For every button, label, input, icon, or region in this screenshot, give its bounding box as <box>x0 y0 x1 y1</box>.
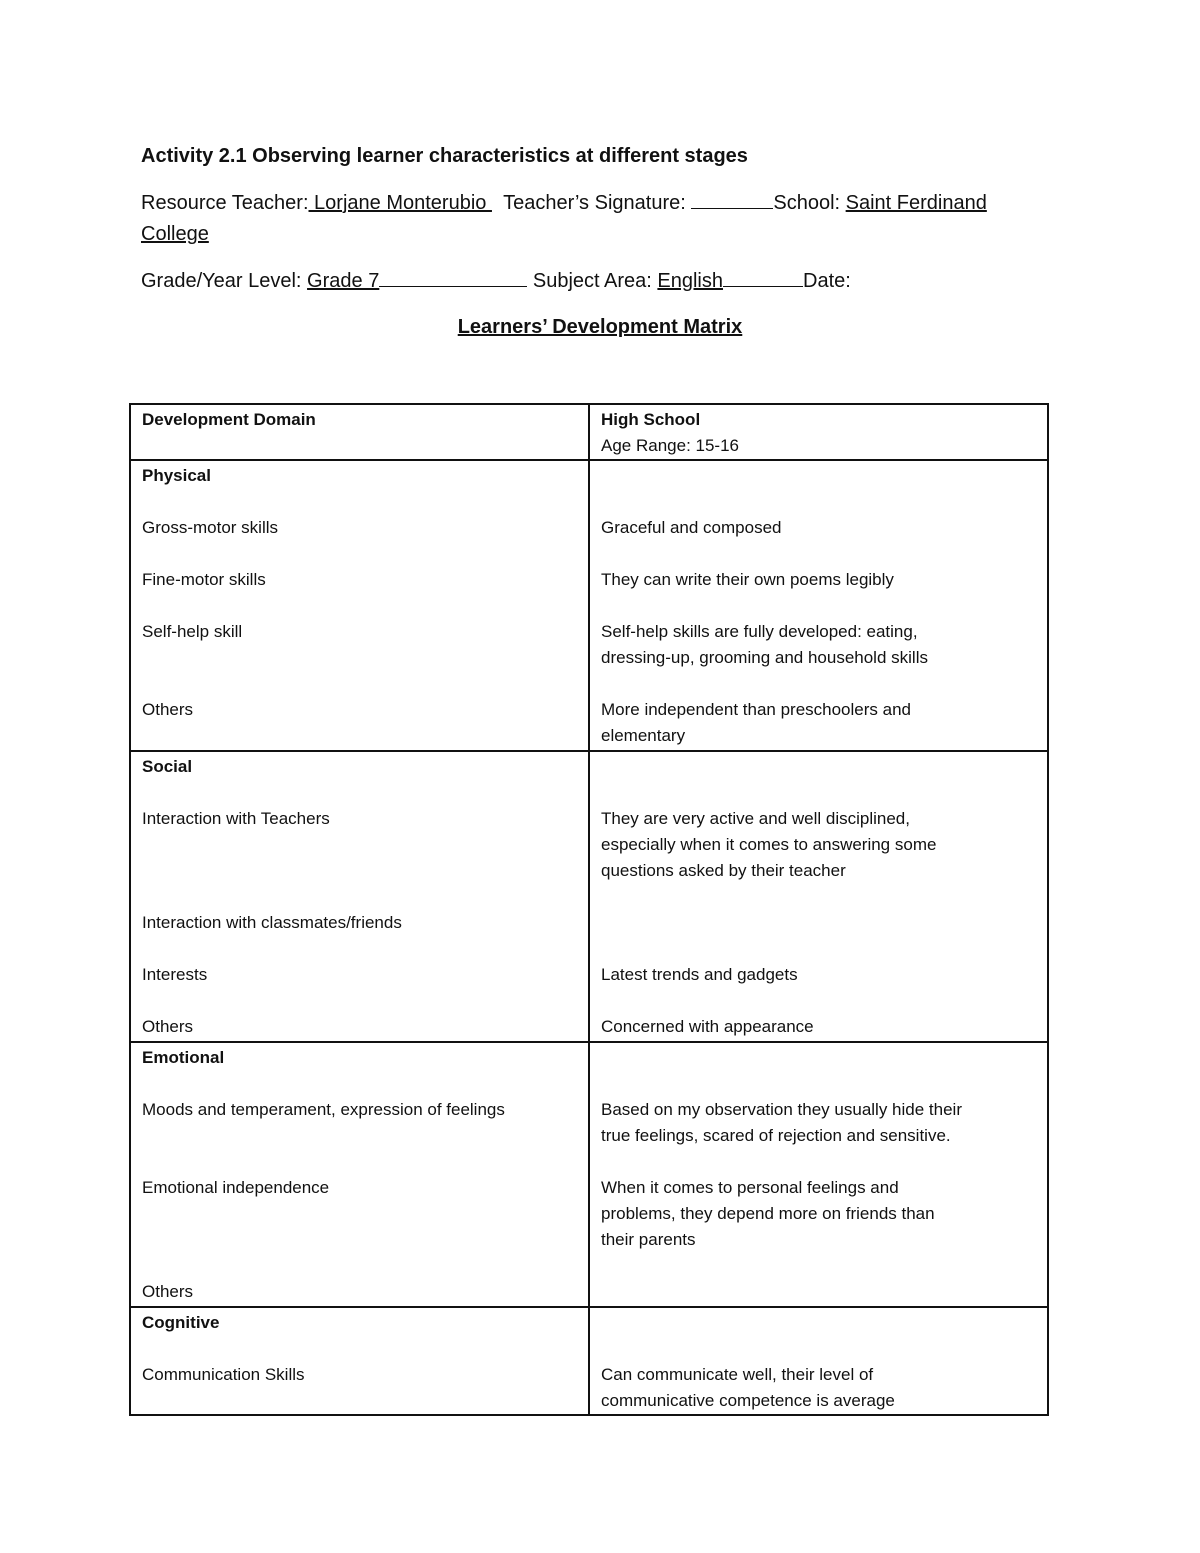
date-label: Date: <box>803 270 851 292</box>
interaction-teachers-value-line2: especially when it comes to answering some <box>601 835 937 854</box>
fine-motor-label: Fine-motor skills <box>142 570 266 589</box>
social-others-value: Concerned with appearance <box>601 1017 814 1036</box>
grade-blank <box>379 268 527 287</box>
interests-label: Interests <box>142 965 208 984</box>
moods-label: Moods and temperament, expression of feelings <box>142 1100 505 1119</box>
signature-blank <box>691 190 773 209</box>
physical-value-cell <box>589 460 1048 751</box>
development-matrix-table <box>129 403 1049 1416</box>
matrix-title: Learners’ Development Matrix <box>457 316 743 338</box>
cognitive-row <box>130 1307 1048 1415</box>
teacher-school-line <box>141 188 987 218</box>
resource-teacher-label: Resource Teacher: <box>141 192 309 214</box>
table-header-row <box>130 404 1048 460</box>
social-others-label: Others <box>142 1017 194 1036</box>
moods-value-line1: Based on my observation they usually hide their <box>601 1100 962 1119</box>
header-cell-level <box>589 404 1048 460</box>
col2-header: High School <box>601 410 701 429</box>
emotional-independence-value-line3: their parents <box>601 1230 696 1249</box>
emotional-independence-value-line1: When it comes to personal feelings and <box>601 1178 899 1197</box>
gross-motor-label: Gross-motor skills <box>142 518 279 537</box>
cognitive-value-cell <box>589 1307 1048 1415</box>
grade-value: Grade 7 <box>307 270 380 292</box>
emotional-row <box>130 1042 1048 1307</box>
cognitive-domain-cell <box>130 1307 589 1415</box>
cognitive-domain-label: Cognitive <box>142 1313 220 1332</box>
communication-skills-label: Communication Skills <box>142 1365 305 1384</box>
resource-teacher-value: Lorjane Monterubio <box>308 192 492 214</box>
emotional-domain-label: Emotional <box>142 1048 225 1067</box>
header-cell-domain <box>130 404 589 460</box>
emotional-value-cell <box>589 1042 1048 1307</box>
physical-row <box>130 460 1048 751</box>
school-label: School: <box>773 192 841 214</box>
emotional-others-label: Others <box>142 1282 194 1301</box>
subject-label: Subject Area: <box>532 270 652 292</box>
emotional-domain-cell <box>130 1042 589 1307</box>
social-domain-cell <box>130 751 589 1042</box>
school-value-continued: College <box>141 223 209 245</box>
interaction-classmates-label: Interaction with classmates/friends <box>142 913 402 932</box>
interaction-teachers-value-line1: They are very active and well disciplined, <box>601 809 910 828</box>
school-continuation-line <box>141 219 209 249</box>
physical-others-label: Others <box>142 700 194 719</box>
col1-header: Development Domain <box>142 410 316 429</box>
age-range: Age Range: 15-16 <box>601 436 739 455</box>
physical-domain-label: Physical <box>142 466 211 485</box>
social-domain-label: Social <box>142 757 193 776</box>
communication-skills-value-line2: communicative competence is average <box>601 1391 895 1410</box>
interaction-teachers-label: Interaction with Teachers <box>142 809 330 828</box>
interests-value: Latest trends and gadgets <box>601 965 798 984</box>
grade-label: Grade/Year Level: <box>141 270 302 292</box>
subject-value: English <box>657 270 724 292</box>
physical-others-value-line2: elementary <box>601 726 686 745</box>
social-value-cell <box>589 751 1048 1042</box>
emotional-independence-label: Emotional independence <box>142 1178 330 1197</box>
moods-value-line2: true feelings, scared of rejection and sensitive. <box>601 1126 951 1145</box>
physical-others-value-line1: More independent than preschoolers and <box>601 700 911 719</box>
school-value: Saint Ferdinand <box>845 192 987 214</box>
self-help-value-line1: Self-help skills are fully developed: eating, <box>601 622 918 641</box>
interaction-teachers-value-line3: questions asked by their teacher <box>601 861 846 880</box>
activity-title: Activity 2.1 Observing learner characteristics at different stages <box>141 145 748 167</box>
emotional-independence-value-line2: problems, they depend more on friends than <box>601 1204 935 1223</box>
self-help-label: Self-help skill <box>142 622 243 641</box>
subject-blank <box>723 268 803 287</box>
physical-domain-cell <box>130 460 589 751</box>
social-row <box>130 751 1048 1042</box>
signature-label: Teacher’s Signature: <box>503 192 686 214</box>
fine-motor-value: They can write their own poems legibly <box>601 570 894 589</box>
grade-subject-line <box>141 266 851 296</box>
communication-skills-value-line1: Can communicate well, their level of <box>601 1365 874 1384</box>
self-help-value-line2: dressing-up, grooming and household skills <box>601 648 928 667</box>
gross-motor-value: Graceful and composed <box>601 518 782 537</box>
